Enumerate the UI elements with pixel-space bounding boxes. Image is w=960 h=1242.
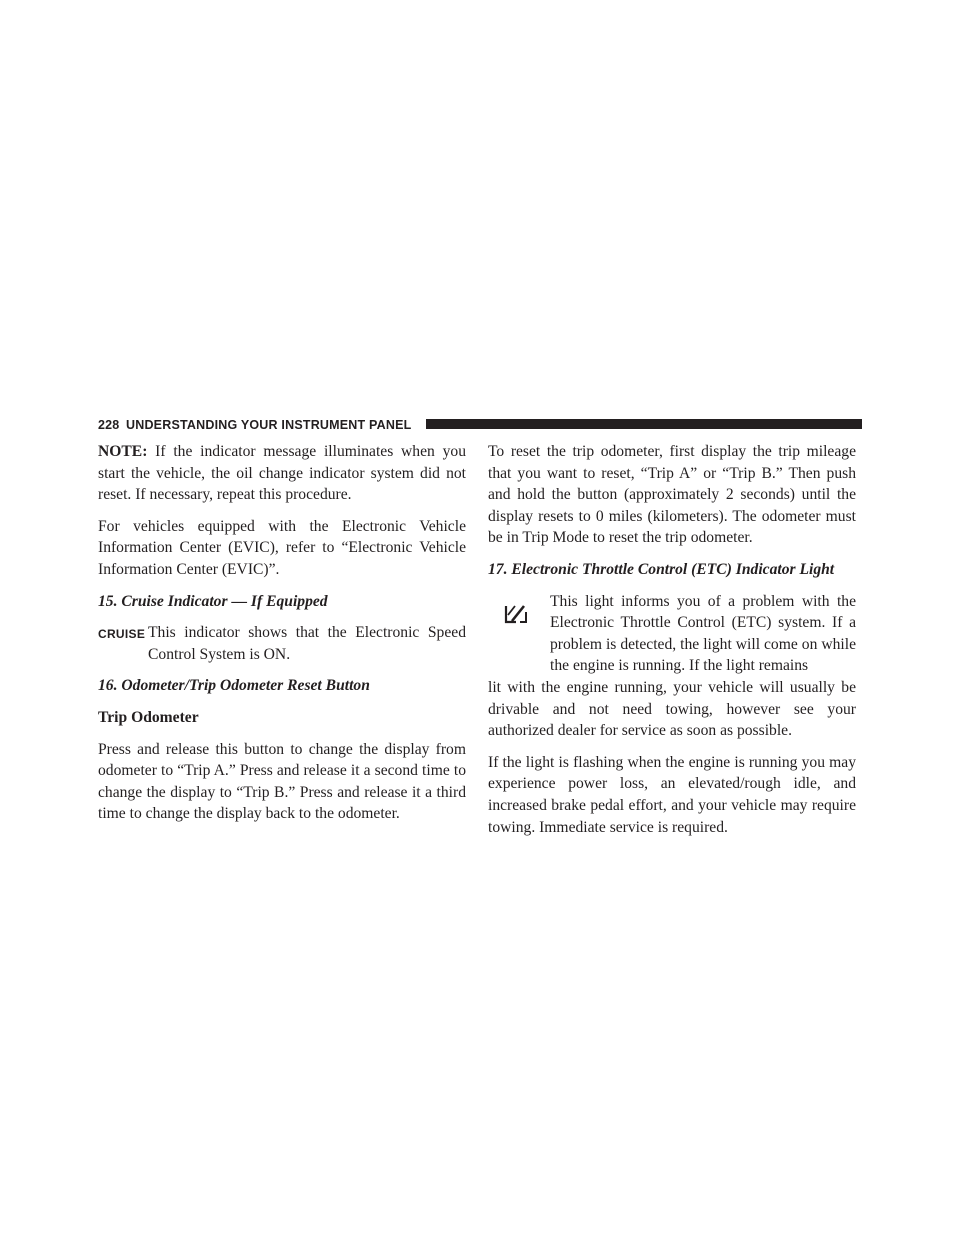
note-label: NOTE: — [98, 443, 148, 460]
cruise-indicator-row — [98, 622, 466, 665]
reset-paragraph: To reset the trip odometer, first display the trip mileage that you want to reset, “Trip A” or “Trip B.” Then push and hold the button (approximately 2 seconds) until the display resets to 0 miles (kilometers). The odometer must be in Trip Mode to reset the trip odometer. — [488, 443, 856, 547]
left-column — [98, 441, 466, 835]
throttle-control-icon — [502, 603, 530, 625]
etc-text-first: This light informs you of a problem with the Electronic Throttle Control (ETC) system. If a problem is detected, the light will come on while the engine is running. If the light remains — [550, 592, 856, 675]
note-text: If the indicator message illuminates when you start the vehicle, the oil change indicator system did not reset. If necessary, repeat this procedure. — [98, 443, 466, 504]
etc-text-rest: lit with the engine running, your vehicle will usually be drivable and not need towing, however see your authorized dealer for service as soon as possible. — [488, 678, 856, 740]
cruise-text: This indicator shows that the Electronic Speed Control System is ON. — [148, 624, 466, 663]
trip-paragraph: Press and release this button to change the display from odometer to “Trip A.” Press and release it a second time to change the display to “Trip B.” Press and release it a third time to change the display back to the odometer. — [98, 740, 466, 823]
page-header — [98, 417, 862, 433]
cruise-heading: 15. Cruise Indicator — If Equipped — [98, 592, 328, 610]
odometer-heading: 16. Odometer/Trip Odometer Reset Button — [98, 677, 370, 695]
evic-paragraph: For vehicles equipped with the Electronic Vehicle Information Center (EVIC), refer to “Electronic Vehicle Information Center (EVIC)”. — [98, 517, 466, 578]
right-column — [488, 441, 856, 848]
etc-heading: 17. Electronic Throttle Control (ETC) Indicator Light — [488, 560, 835, 578]
flashing-paragraph: If the light is flashing when the engine is running you may experience power loss, an elevated/rough idle, and increased brake pedal effort, and your vehicle may require towing. Immediate service is required. — [488, 753, 856, 836]
page-number: 228 — [98, 418, 120, 432]
trip-odometer-subhead: Trip Odometer — [98, 708, 199, 726]
etc-indicator-block — [488, 591, 856, 742]
cruise-indicator-icon: CRUISE — [98, 627, 146, 642]
section-title: UNDERSTANDING YOUR INSTRUMENT PANEL — [126, 418, 412, 432]
header-rule — [426, 419, 862, 429]
note-paragraph — [98, 441, 466, 506]
